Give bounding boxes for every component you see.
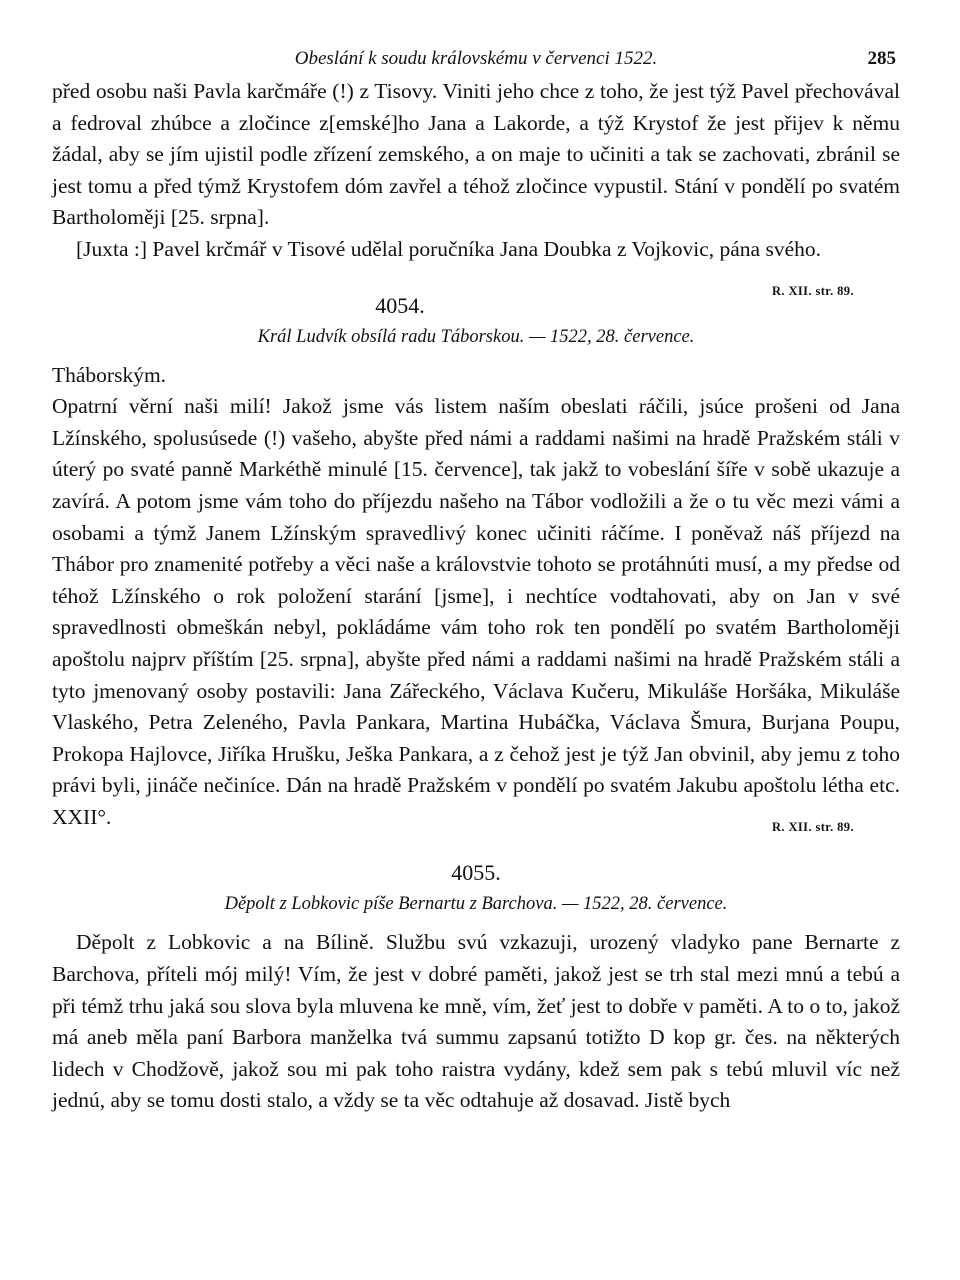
document-4054 xyxy=(52,292,900,834)
document-body: Děpolt z Lobkovic a na Bílině. Službu svú vzkazuji, urozený vladyko pane Bernarte z Barchova, příteli mój milý! Vím, že jest v dobré paměti, jakož jest se trh stal mezi mnú a tebú a při témž trhu jaká sou slova byla mluvena ke mně, vím, žeť jest to dobře v paměti. A to o to, jakož má aneb měla paní Barbora manželka tvá summu zapsanú totižto D kop gr. čes. na některých lidech v Chodžově, jakož sou mi pak toho raistra vydány, kdež sem pak s tebú mluvil víc než jednú, aby se tomu dosti stalo, a vždy se ta věc odtahuje až dosavad. Jistě bych xyxy=(52,930,900,1113)
document-body-text: Opatrní věrní naši milí! Jakož jsme vás listem naším obeslati ráčili, jsúce prošeni od Jana Lžínského, spolusúsede (!) vašeho, abyšte před námi a raddami našimi na hradě Pražském stáli v úterý po svaté panně Markéthě minulé [15. července], tak jakž to vobeslání šíře v sobě ukazuje a zavírá. A potom jsme vám toho do příjezdu našeho na Tábor vodložili a že o tu věc mezi vámi a osobami a týmž Janem Lžínským spravedlivý konec učiniti ráčíme. I poněvaž náš příjezd na Thábor pro znamenité potřeby a věci naše a královstvie tohoto se protáhnúti musí, a my předse od téhož Lžínského o rok položení starání [jsme], i nechtíce vodtahovati, aby on Jan v své spravedlnosti obmeškán nebyl, pokládáme vám toho rok ten pondělí po svatém Bartholoměji apoštolu najprv příštím [25. srpna], abyšte před námi a raddami našimi na hradě Pražském stáli a tyto jmenovaný osoby postavili: Jana Zářeckého, Václava Kučeru, Mikuláše Horšáka, Mikuláše Vlaského, Petra Zeleného, Pavla Pankara, Martina Hubáčka, Václava Šmura, Burjana Poupu, Prokopa Hajlovce, Jiříka Hrušku, Ješka Pankara, a z čehož jest je týž Jan obvinil, aby jemu z toho právi byli, jináče nečiníce. Dán na hradě Pražském v pondělí po svatém Jakubu apoštolu létha etc. XXII°. xyxy=(52,394,900,829)
document-4055 xyxy=(52,859,900,1117)
source-reference: R. XII. str. 89. xyxy=(772,819,854,834)
document-number: 4054. xyxy=(375,292,425,318)
section-continuation xyxy=(52,76,900,298)
document-page xyxy=(52,40,900,1117)
document-title: Král Ludvík obsílá radu Táborskou. — 1522, 28. července. xyxy=(257,326,695,347)
source-reference: R. XII. str. 89. xyxy=(772,283,854,298)
document-body xyxy=(52,391,900,833)
running-title: Obeslání k soudu královskému v červenci 1522. xyxy=(294,48,658,69)
document-number: 4055. xyxy=(451,860,501,886)
continued-paragraph: před osobu naši Pavla karčmáře (!) z Tisovy. Viniti jeho chce z toho, že jest týž Pavel přechovával a fedroval zhúbce a zločince z[emské]ho Jana a Lakorde, a týž Krystof že jest přijev k němu žádal, aby se jím ujistil podle zřízení zemského, a on maje to učiniti a tak se zachovati, zbránil se jest tomu a před týmž Krystofem dóm zavřel a téhož zločince vypustil. Stání v pondělí po svatém Bartholoměji [25. srpna]. xyxy=(52,79,900,230)
juxta-text: [Juxta :] Pavel krčmář v Tisové udělal poručníka Jana Doubka z Vojkovic, pána svého. xyxy=(76,236,821,261)
juxta-paragraph xyxy=(52,234,900,298)
page-number: 285 xyxy=(867,48,896,69)
running-header xyxy=(52,40,900,76)
document-title: Děpolt z Lobkovic píše Bernartu z Barchova. — 1522, 28. července. xyxy=(224,894,728,915)
document-address: Tháborským. xyxy=(52,362,167,387)
